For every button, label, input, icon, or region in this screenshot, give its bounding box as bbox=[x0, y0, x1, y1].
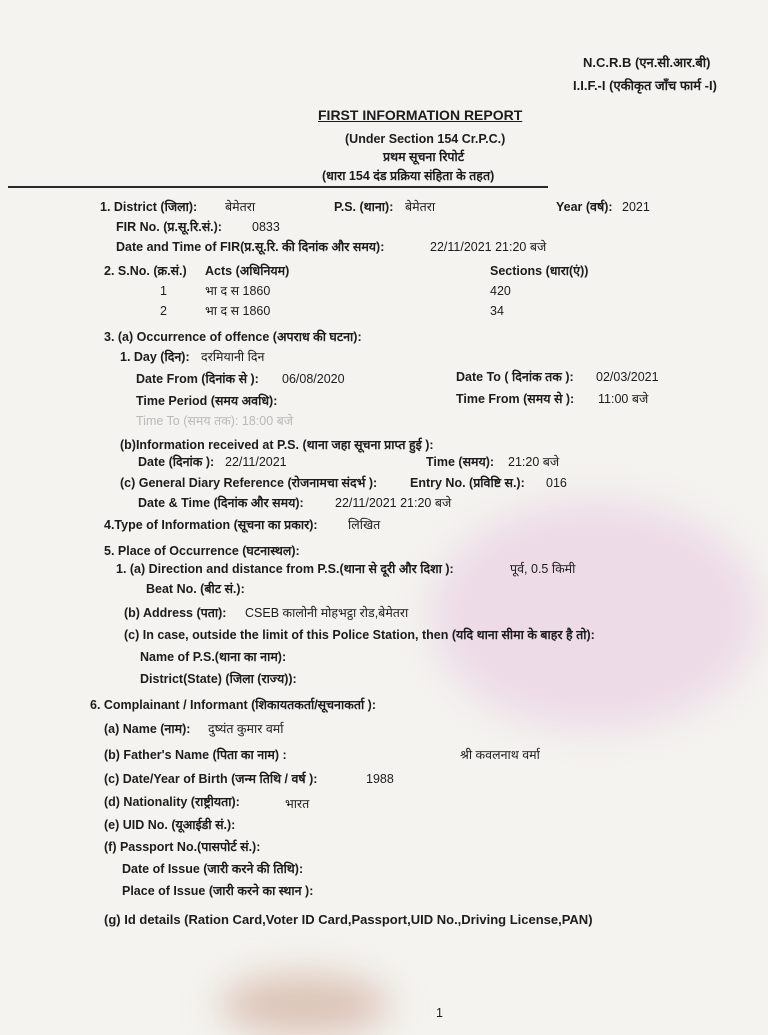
smudge-bottom bbox=[220, 975, 390, 1035]
entry-no-value: 016 bbox=[546, 476, 567, 490]
header-divider bbox=[8, 186, 548, 188]
nationality-label: (d) Nationality (राष्ट्रीयता): bbox=[104, 795, 240, 809]
act-row-1-act: भा द स 1860 bbox=[205, 284, 271, 298]
hindi-title: प्रथम सूचना रिपोर्ट bbox=[383, 150, 465, 164]
passport-label: (f) Passport No.(पासपोर्ट सं.): bbox=[104, 840, 261, 854]
date-from-label: Date From (दिनांक से ): bbox=[136, 372, 259, 386]
place-heading: 5. Place of Occurrence (घटनास्थल): bbox=[104, 544, 300, 558]
year-label: Year (वर्ष): bbox=[556, 200, 613, 214]
issue-date-label: Date of Issue (जारी करने की तिथि): bbox=[122, 862, 304, 876]
district-state-label: District(State) (जिला (राज्य)): bbox=[140, 672, 297, 686]
ps-label: P.S. (थाना): bbox=[334, 200, 394, 214]
under-section: (Under Section 154 Cr.P.C.) bbox=[345, 132, 506, 146]
father-name-value: श्री कवलनाथ वर्मा bbox=[460, 748, 540, 762]
time-period-label: Time Period (समय अवधि): bbox=[136, 394, 278, 408]
act-row-2-act: भा द स 1860 bbox=[205, 304, 271, 318]
issue-place-label: Place of Issue (जारी करने का स्थान ): bbox=[122, 884, 314, 898]
occurrence-heading: 3. (a) Occurrence of offence (अपराध की घटना): bbox=[104, 330, 362, 344]
ps-value: बेमेतरा bbox=[405, 200, 436, 214]
fir-datetime-label: Date and Time of FIR(प्र.सू.रि. की दिनांक और समय): bbox=[116, 240, 385, 254]
time-from-value: 11:00 बजे bbox=[598, 392, 649, 406]
outside-limit-label: (c) In case, outside the limit of this Police Station, then (यदि थाना सीमा के बाहर है तो): bbox=[124, 628, 595, 642]
gd-datetime-value: 22/11/2021 21:20 बजे bbox=[335, 496, 452, 510]
act-row-1-sno: 1 bbox=[160, 284, 167, 298]
uid-label: (e) UID No. (यूआईडी सं.): bbox=[104, 818, 236, 832]
sections-header: Sections (धारा(एं)) bbox=[490, 264, 589, 278]
info-type-label: 4.Type of Information (सूचना का प्रकार): bbox=[104, 518, 318, 532]
ncrb-label: N.C.R.B (एन.सी.आर.बी) bbox=[583, 55, 711, 70]
dob-value: 1988 bbox=[366, 772, 394, 786]
complainant-heading: 6. Complainant / Informant (शिकायतकर्ता/सूचनाकर्ता ): bbox=[90, 698, 376, 712]
fir-datetime-value: 22/11/2021 21:20 बजे bbox=[430, 240, 547, 254]
page-title: FIRST INFORMATION REPORT bbox=[318, 107, 523, 123]
iif-label: I.I.F.-I (एकीकृत जाँच फार्म -I) bbox=[573, 78, 717, 93]
time-to-faded: Time To (समय तक): 18:00 बजे bbox=[136, 414, 294, 428]
gd-datetime-label: Date & Time (दिनांक और समय): bbox=[138, 496, 304, 510]
date-to-value: 02/03/2021 bbox=[596, 370, 659, 384]
act-row-2-section: 34 bbox=[490, 304, 504, 318]
father-name-label: (b) Father's Name (पिता का नाम) : bbox=[104, 748, 287, 762]
time-from-label: Time From (समय से ): bbox=[456, 392, 575, 406]
smudge-right bbox=[430, 500, 760, 730]
address-label: (b) Address (पता): bbox=[124, 606, 227, 620]
district-label: 1. District (जिला): bbox=[100, 200, 198, 214]
general-diary-label: (c) General Diary Reference (रोजनामचा संदर्भ ): bbox=[120, 476, 378, 490]
hindi-section: (धारा 154 दंड प्रक्रिया संहिता के तहत) bbox=[322, 169, 495, 183]
date-to-label: Date To ( दिनांक तक ): bbox=[456, 370, 574, 384]
entry-no-label: Entry No. (प्रविष्टि स.): bbox=[410, 476, 525, 490]
acts-header: Acts (अधिनियम) bbox=[205, 264, 290, 278]
info-date-value: 22/11/2021 bbox=[225, 455, 287, 469]
info-time-label: Time (समय): bbox=[426, 455, 495, 469]
act-row-1-section: 420 bbox=[490, 284, 511, 298]
fir-no-label: FIR No. (प्र.सू.रि.सं.): bbox=[116, 220, 222, 234]
info-date-label: Date (दिनांक ): bbox=[138, 455, 215, 469]
direction-value: पूर्व, 0.5 किमी bbox=[510, 562, 576, 576]
fir-no-value: 0833 bbox=[252, 220, 280, 234]
direction-label: 1. (a) Direction and distance from P.S.(थाना से दूरी और दिशा ): bbox=[116, 562, 454, 576]
beat-no-label: Beat No. (बीट सं.): bbox=[146, 582, 245, 596]
info-received-label: (b)Information received at P.S. (थाना जहा सूचना प्राप्त हुई ): bbox=[120, 438, 434, 452]
date-from-value: 06/08/2020 bbox=[282, 372, 345, 386]
nationality-value: भारत bbox=[285, 797, 310, 811]
page-number: 1 bbox=[436, 1006, 443, 1020]
day-label: 1. Day (दिन): bbox=[120, 350, 190, 364]
day-value: दरमियानी दिन bbox=[201, 350, 265, 364]
id-details-label: (g) Id details (Ration Card,Voter ID Card,Passport,UID No.,Driving License,PAN) bbox=[104, 912, 593, 927]
ps-name-label: Name of P.S.(थाना का नाम): bbox=[140, 650, 287, 664]
complainant-name-label: (a) Name (नाम): bbox=[104, 722, 191, 736]
info-type-value: लिखित bbox=[348, 518, 381, 532]
dob-label: (c) Date/Year of Birth (जन्म तिथि / वर्ष ): bbox=[104, 772, 318, 786]
district-value: बेमेतरा bbox=[225, 200, 256, 214]
address-value: CSEB कालोनी मोहभट्ठा रोड,बेमेतरा bbox=[245, 606, 409, 620]
act-row-2-sno: 2 bbox=[160, 304, 167, 318]
year-value: 2021 bbox=[622, 200, 650, 214]
complainant-name-value: दुष्यंत कुमार वर्मा bbox=[208, 722, 284, 736]
sno-header: 2. S.No. (क्र.सं.) bbox=[104, 264, 187, 278]
info-time-value: 21:20 बजे bbox=[508, 455, 560, 469]
